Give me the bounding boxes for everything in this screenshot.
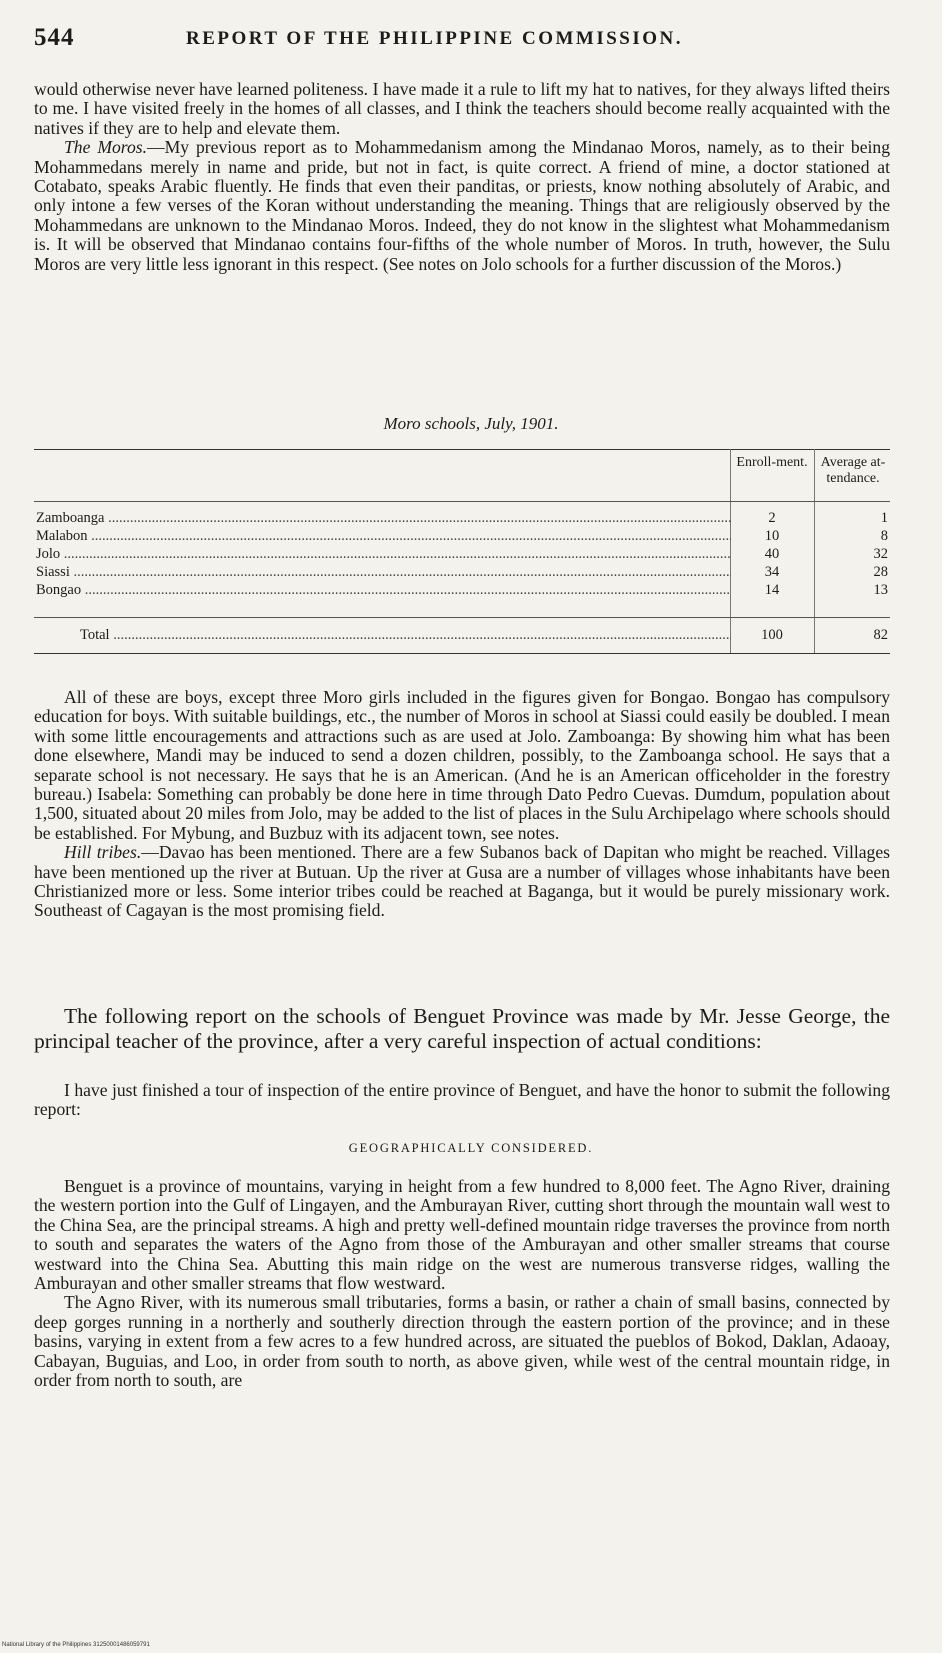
table-row — [34, 563, 890, 581]
header-enrollment: Enroll-ment. — [736, 455, 808, 470]
row-attendance: 1 — [880, 510, 888, 526]
text-block-schools — [34, 688, 890, 921]
row-enrollment: 2 — [768, 510, 776, 526]
table-rule-total — [34, 617, 890, 618]
row-school-name: Bongao ..... — [36, 581, 731, 599]
paragraph-hill-tribes — [34, 843, 890, 921]
paragraph-agno: The Agno River, with its numerous small tributaries, forms a basin, or rather a chain of small basins, connected by deep gorges running in a northerly and southerly direction through the eastern portion of the province; and in these basins, varying in extent from a few acres to a few hundred across, are situated the pueblos of Bokod, Daklan, Adaoay, Cabayan, Buguias, and Loo, in order from south to north, as above given, while west of the central mountain ridge, in order from north to south, are — [34, 1292, 890, 1391]
paragraph-benguet: Benguet is a province of mountains, varying in height from a few hundred to 8,000 feet. The Agno River, draining the western portion into the Gulf of Lingayen, and the Amburayan River, cutting short through the mountain wall west to the China Sea, are the principal streams. A high and pretty well-defined mountain ridge traverses the province from north to south and separates the waters of the Agno from those of the Amburayan and other smaller streams that course westward into the China Sea. Abutting this main ridge on the west are numerous transverse ridges, walling the Amburayan and other smaller streams that flow westward. — [34, 1176, 890, 1294]
table-rule-header — [34, 501, 890, 502]
paragraph-boys: All of these are boys, except three Moro girls included in the figures given for Bongao. Bongao has compulsory education for boys. With suitable buildings, etc., the number of Moros in school at Siassi could easily be doubled. I mean with some little encouragements and attractions such as are used at Jolo. Zamboanga: By showing him what has been done elsewhere, Mandi may be induced to send a dozen children, possibly, to the Zamboanga school. He says that a separate school is not necessary. He says that he is an American. (And he is an American officeholder in the forestry bureau.) Isabela: Something can probably be done here in time through Dato Pedro Cuevas. Dumdum, population about 1,500, situated about 20 miles from Jolo, may be added to the list of places in the Sulu Archipelago where schools should be established. For Mybung, and Buzbuz with its adjacent town, see notes. — [34, 687, 890, 843]
header-average-attendance: Average at-tendance. — [820, 455, 886, 486]
row-attendance: 32 — [873, 546, 888, 562]
row-attendance: 28 — [873, 564, 888, 580]
section-subheading: GEOGRAPHICALLY CONSIDERED. — [348, 1141, 594, 1155]
paragraph-tour: I have just finished a tour of inspection of the entire province of Benguet, and have the honor to submit the following report: — [34, 1080, 890, 1120]
text-block-benguet — [34, 1177, 890, 1390]
row-school-name: Zamboanga ..... — [36, 509, 731, 527]
row-enrollment: 14 — [764, 582, 780, 598]
table-rule-top — [34, 449, 890, 450]
row-school-name: Malabon ..... — [36, 527, 731, 545]
row-enrollment: 34 — [764, 564, 780, 580]
row-attendance: 8 — [880, 528, 888, 544]
table-row — [34, 545, 890, 563]
moros-text: —My previous report as to Mohammedanism among the Mindanao Moros, namely, as to their being Mohammedans merely in name and pride, but not in fact, is quite correct. A friend of mine, a doctor stationed at Cotabato, speaks Arabic fluently. He finds that even their panditas, or priests, know nothing absolutely of Arabic, and only intone a few verses of the Koran without understanding the meaning. Things that are religiously observed by the Mohammedans are unknown to the Mindanao Moros. Indeed, they do not know in the slightest what Mohammedanism is. It will be observed that Mindanao contains four-fifths of the whole number of Moros. In truth, however, the Sulu Moros are very little less ignorant in this respect. (See notes on Jolo schools for a further discussion of the Moros.) — [34, 137, 890, 274]
table-row — [34, 527, 890, 545]
table-row — [34, 509, 890, 527]
lead-paragraph — [34, 1004, 890, 1053]
total-label: Total ..... — [80, 626, 731, 644]
table-row — [34, 581, 890, 599]
text-block-moros — [34, 80, 890, 274]
hill-tribes-heading: Hill tribes. — [64, 842, 142, 863]
paragraph-moros — [34, 138, 890, 274]
moros-heading: The Moros. — [64, 137, 148, 158]
row-school-name: Siassi ..... — [36, 563, 731, 581]
row-enrollment: 40 — [764, 546, 780, 562]
library-footer: National Library of the Philippines 31250001486059791 — [2, 1642, 150, 1648]
page-number: 544 — [34, 24, 75, 51]
hill-tribes-text: —Davao has been mentioned. There are a few Subanos back of Dapitan who might be reached. Villages have been mentioned up the river at Butuan. Up the river at Gusa are a number of villages whose inhabitants have been Christianized more or less. Some interior tribes could be reached at Baganga, but it would be purely missionary work. Southeast of Cagayan is the most promising field. — [34, 842, 890, 921]
row-school-name: Jolo ..... — [36, 545, 731, 563]
text-block-tour — [34, 1081, 890, 1120]
row-attendance: 13 — [873, 582, 888, 598]
running-head: REPORT OF THE PHILIPPINE COMMISSION. — [186, 28, 684, 49]
paragraph-politeness: would otherwise never have learned politeness. I have made it a rule to lift my hat to natives, for they always lifted theirs to me. I have visited freely in the homes of all classes, and I think the teachers should become really acquainted with the natives if they are to help and elevate them. — [34, 79, 890, 138]
total-attendance: 82 — [873, 627, 888, 643]
total-enrollment: 100 — [761, 627, 783, 643]
table-caption: Moro schools, July, 1901. — [383, 414, 559, 433]
table-total-row — [34, 626, 890, 644]
row-enrollment: 10 — [764, 528, 780, 544]
page-header — [34, 24, 890, 58]
table-rule-bottom — [34, 653, 890, 654]
lead-text: The following report on the schools of Benguet Province was made by Mr. Jesse George, the principal teacher of the province, after a very careful inspection of actual conditions: — [34, 1004, 890, 1053]
